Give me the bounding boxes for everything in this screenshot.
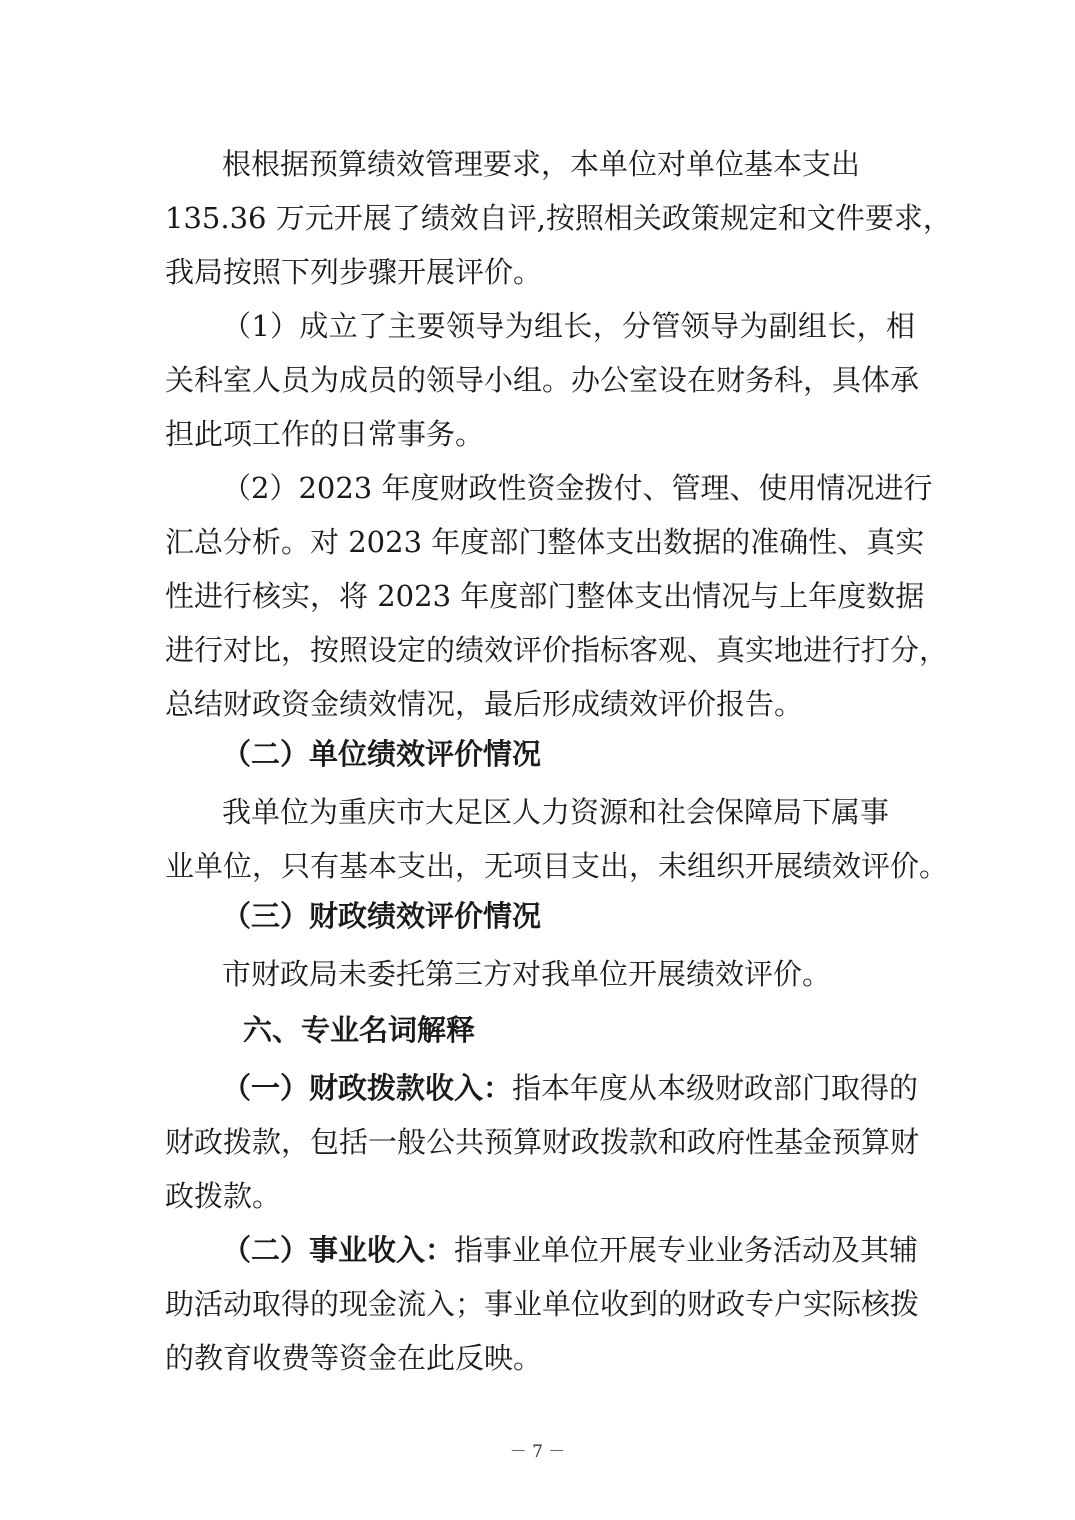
para3-line1: （2）2023 年度财政性资金拨付、管理、使用情况进行 xyxy=(222,471,933,505)
term1-title: （一）财政拨款收入： xyxy=(222,1071,513,1105)
term1-text-start: 指本年度从本级财政部门取得的 xyxy=(512,1071,919,1105)
section-heading-unit-evaluation: （二）单位绩效评价情况 xyxy=(222,737,542,771)
term2-line1 xyxy=(222,1232,919,1268)
para1-line3: 我局按照下列步骤开展评价。 xyxy=(165,255,543,289)
para2-line3: 担此项工作的日常事务。 xyxy=(165,417,485,451)
para3-line4: 进行对比，按照设定的绩效评价指标客观、真实地进行打分， xyxy=(165,633,949,667)
para5-line1: 市财政局未委托第三方对我单位开展绩效评价。 xyxy=(222,957,832,991)
para4-line1: 我单位为重庆市大足区人力资源和社会保障局下属事 xyxy=(222,795,890,829)
term1-line1 xyxy=(222,1070,919,1106)
chapter-heading-terms: 六、专业名词解释 xyxy=(243,1013,476,1047)
para3-line2: 汇总分析。对 2023 年度部门整体支出数据的准确性、真实 xyxy=(165,525,925,559)
para4-line2: 业单位，只有基本支出，无项目支出，未组织开展绩效评价。 xyxy=(165,849,949,883)
para3-line3: 性进行核实，将 2023 年度部门整体支出情况与上年度数据 xyxy=(165,579,925,613)
term2-text-start: 指事业单位开展专业业务活动及其辅 xyxy=(454,1233,919,1267)
para3-line5: 总结财政资金绩效情况，最后形成绩效评价报告。 xyxy=(165,687,804,721)
term1-line3: 政拨款。 xyxy=(165,1179,282,1213)
para1-line2: 135.36 万元开展了绩效自评,按照相关政策规定和文件要求， xyxy=(165,201,952,235)
term2-title: （二）事业收入： xyxy=(222,1233,455,1267)
para2-line2: 关科室人员为成员的领导小组。办公室设在财务科，具体承 xyxy=(165,363,920,397)
page-number: － 7 － xyxy=(509,1442,566,1462)
para1-line1: 根根据预算绩效管理要求，本单位对单位基本支出 xyxy=(222,147,861,181)
term2-line2: 助活动取得的现金流入；事业单位收到的财政专户实际核拨 xyxy=(165,1287,920,1321)
section-heading-finance-evaluation: （三）财政绩效评价情况 xyxy=(222,899,542,933)
term2-line3: 的教育收费等资金在此反映。 xyxy=(165,1341,543,1375)
term1-line2: 财政拨款，包括一般公共预算财政拨款和政府性基金预算财 xyxy=(165,1125,920,1159)
para2-line1: （1）成立了主要领导为组长，分管领导为副组长，相 xyxy=(222,309,915,343)
